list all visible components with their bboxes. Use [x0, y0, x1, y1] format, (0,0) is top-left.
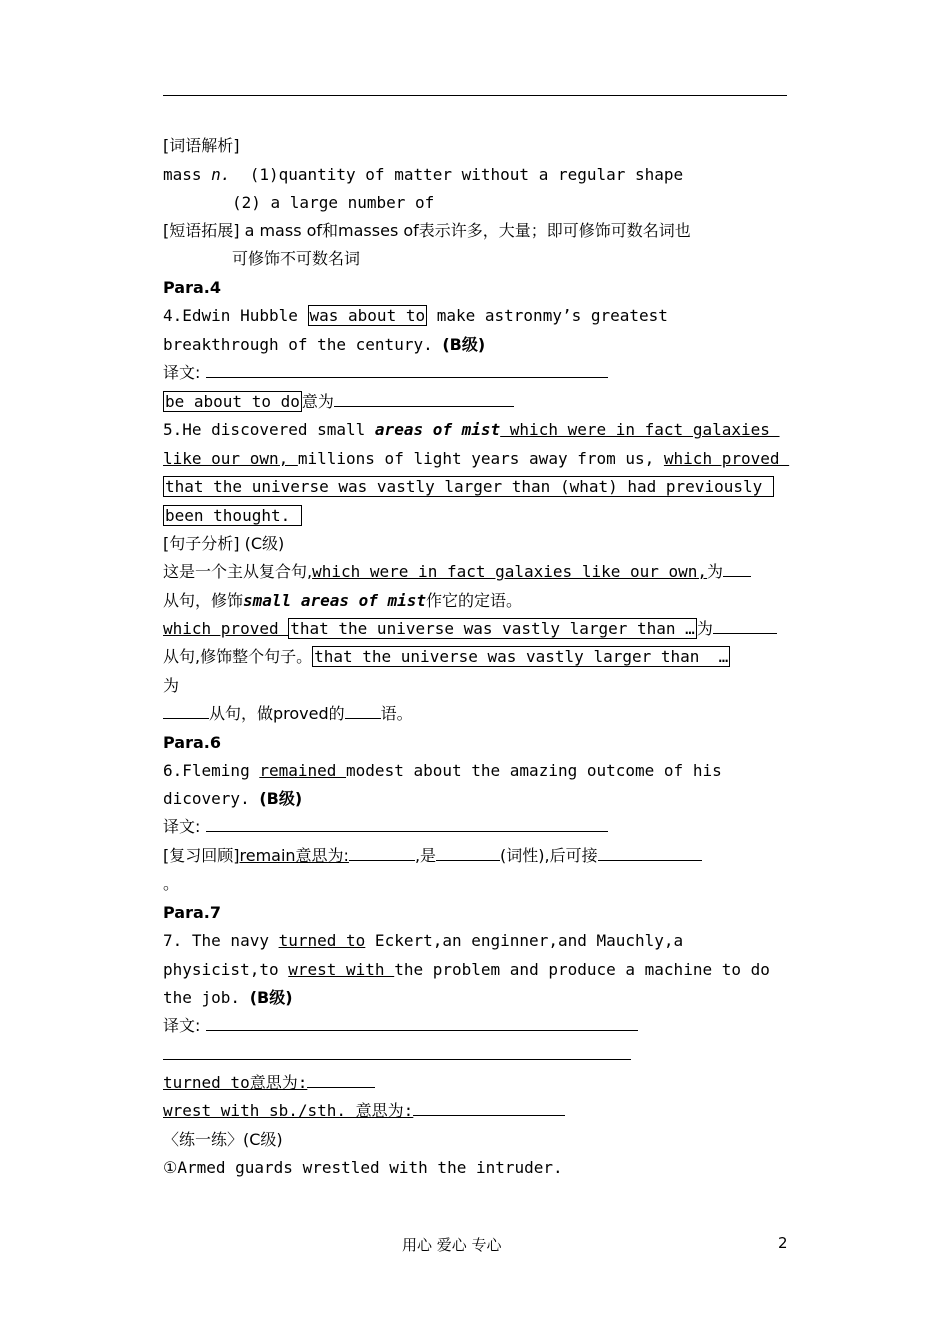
- s4-line2-text: breakthrough of the century.: [163, 335, 443, 354]
- sentence5-line2: [163, 449, 790, 469]
- para4-heading: Para.4: [163, 278, 221, 297]
- sentence4-line2: [163, 335, 787, 355]
- mass-definition-2: (2) a large number of: [232, 193, 435, 212]
- analysis-line5: 为: [163, 676, 180, 695]
- an-l3a: which proved: [163, 619, 289, 638]
- sentence5-line3: [163, 477, 787, 497]
- level-b-tag: (B级): [249, 988, 293, 1007]
- review-blank2: [436, 846, 500, 861]
- be-about-boxed: be about to do: [165, 392, 300, 411]
- sentence5-line1: [163, 420, 787, 440]
- an-blank2: [713, 619, 777, 634]
- analysis-line6: [163, 704, 787, 724]
- an-l1b: which were in fact galaxies like our own,: [312, 562, 708, 581]
- s7-turned-to: turned to: [278, 931, 366, 950]
- sentence7-line3: [163, 988, 787, 1008]
- translation-7-line2: [163, 1045, 787, 1065]
- an-l1a: 这是一个主从复合句,: [163, 562, 313, 581]
- wrest-with-meaning: wrest with sb./sth. 意思为:: [163, 1101, 414, 1120]
- review-c: ,是: [414, 846, 437, 865]
- s5-l2c: which proved: [663, 449, 790, 468]
- turned-to-meaning: turned to意思为:: [163, 1073, 308, 1092]
- mass-definition-1: [163, 165, 787, 185]
- translation-label: 译文:: [163, 363, 201, 382]
- review-end: 。: [163, 874, 180, 893]
- wrest-with-line: [163, 1101, 787, 1121]
- s4-boxed-phrase: was about to: [309, 306, 426, 325]
- meaning-blank: [334, 392, 514, 407]
- s7-l3-text: the job.: [163, 988, 250, 1007]
- an-l2a: 从句，修饰: [163, 591, 244, 610]
- mass-pos: n.: [211, 165, 231, 184]
- header-rule: [163, 95, 787, 96]
- sentence6-line1: [163, 761, 787, 781]
- analysis-line1: [163, 562, 787, 582]
- an-l2c: 作它的定语。: [426, 591, 523, 610]
- s6-l1b: remained: [259, 761, 347, 780]
- an-l2b: small areas of mist: [243, 591, 427, 610]
- analysis-line2: [163, 591, 787, 611]
- review-label: [复习回顾]: [163, 846, 240, 865]
- wrest-with-blank: [413, 1101, 565, 1116]
- s4-post: make astronmy’s greatest: [427, 306, 668, 325]
- an-l4a: 从句,修饰整个句子。: [163, 647, 313, 666]
- an-l3b: that the universe was vastly larger than …: [290, 619, 695, 638]
- an-l6b: 语。: [380, 704, 413, 723]
- an-l1c: 为: [707, 562, 724, 581]
- mass-def1: (1)quantity of matter without a regular shape: [249, 165, 684, 184]
- para7-heading: Para.7: [163, 903, 221, 922]
- translation-6: [163, 817, 787, 837]
- practice-item-1: ①Armed guards wrestled with the intruder.: [163, 1158, 563, 1177]
- phrase-extension-2: 可修饰不可数名词: [232, 249, 361, 268]
- level-b-tag: (B级): [442, 335, 486, 354]
- practice-label: 〈练一练〉(C级): [163, 1130, 283, 1149]
- translation-7: [163, 1016, 787, 1036]
- sentence4-line1: [163, 306, 787, 326]
- sentence6-line2: [163, 789, 787, 809]
- translation-label: 译文:: [163, 1016, 201, 1035]
- be-about-line: [163, 392, 787, 412]
- vocab-section-label: [词语解析]: [163, 136, 240, 155]
- s7-l1a: 7. The navy: [163, 931, 279, 950]
- level-b-tag: (B级): [259, 789, 303, 808]
- review-d: (词性),后可接: [500, 846, 598, 865]
- translation-blank-2: [163, 1045, 631, 1060]
- s5-l1c: which were in fact galaxies: [500, 420, 780, 439]
- s6-l1c: modest about the amazing outcome of his: [346, 761, 722, 780]
- s5-l2a: like our own,: [163, 449, 298, 468]
- sentence7-line2: [163, 960, 787, 980]
- analysis-line4: [163, 647, 787, 667]
- sentence7-line1: [163, 931, 787, 951]
- review-blank1: [349, 846, 415, 861]
- s6-l2-text: dicovery.: [163, 789, 260, 808]
- analysis-line3: [163, 619, 787, 639]
- s7-l2c: the problem and produce a machine to do: [394, 960, 770, 979]
- an-blank4: [345, 704, 381, 719]
- turned-to-blank: [307, 1073, 375, 1088]
- an-l3c: 为: [696, 619, 713, 638]
- an-l4b: that the universe was vastly larger than …: [314, 647, 729, 666]
- sentence5-line4: [163, 506, 787, 526]
- footer-motto: 用心 爱心 专心: [402, 1236, 502, 1254]
- s7-wrest-with: wrest with: [288, 960, 395, 979]
- translation-blank: [206, 363, 608, 378]
- translation-blank: [206, 817, 608, 832]
- s5-l3-boxed: that the universe was vastly larger than (what) had previously: [165, 477, 772, 496]
- page-number: 2: [778, 1234, 788, 1252]
- s7-l1c: Eckert,an enginner,and Mauchly,a: [365, 931, 684, 950]
- analysis-label: [句子分析] (C级): [163, 534, 285, 553]
- an-blank1: [723, 562, 751, 577]
- review-blank3: [598, 846, 702, 861]
- translation-4: [163, 363, 787, 383]
- s7-l2a: physicist,to: [163, 960, 289, 979]
- phrase-extension-1: [短语拓展] a mass of和masses of表示许多，大量；即可修饰可数名词也: [163, 221, 691, 240]
- para6-heading: Para.6: [163, 733, 221, 752]
- review-line: [163, 846, 787, 866]
- s6-l1a: 6.Fleming: [163, 761, 260, 780]
- s5-l1a: 5.He discovered small: [163, 420, 375, 439]
- s5-areas-of-mist: areas of mist: [374, 420, 501, 439]
- mass-word: mass: [163, 165, 202, 184]
- s5-l4-boxed: been thought.: [165, 506, 300, 525]
- s4-pre: 4.Edwin Hubble: [163, 306, 308, 325]
- translation-blank: [206, 1016, 638, 1031]
- review-remain: remain意思为:: [239, 846, 349, 865]
- be-about-meaning: 意为: [301, 392, 334, 411]
- s5-l2b: millions of light years away from us,: [297, 449, 664, 468]
- an-blank3: [163, 704, 209, 719]
- an-l6a: 从句，做proved的: [209, 704, 345, 723]
- translation-label: 译文:: [163, 817, 201, 836]
- turned-to-line: [163, 1073, 787, 1093]
